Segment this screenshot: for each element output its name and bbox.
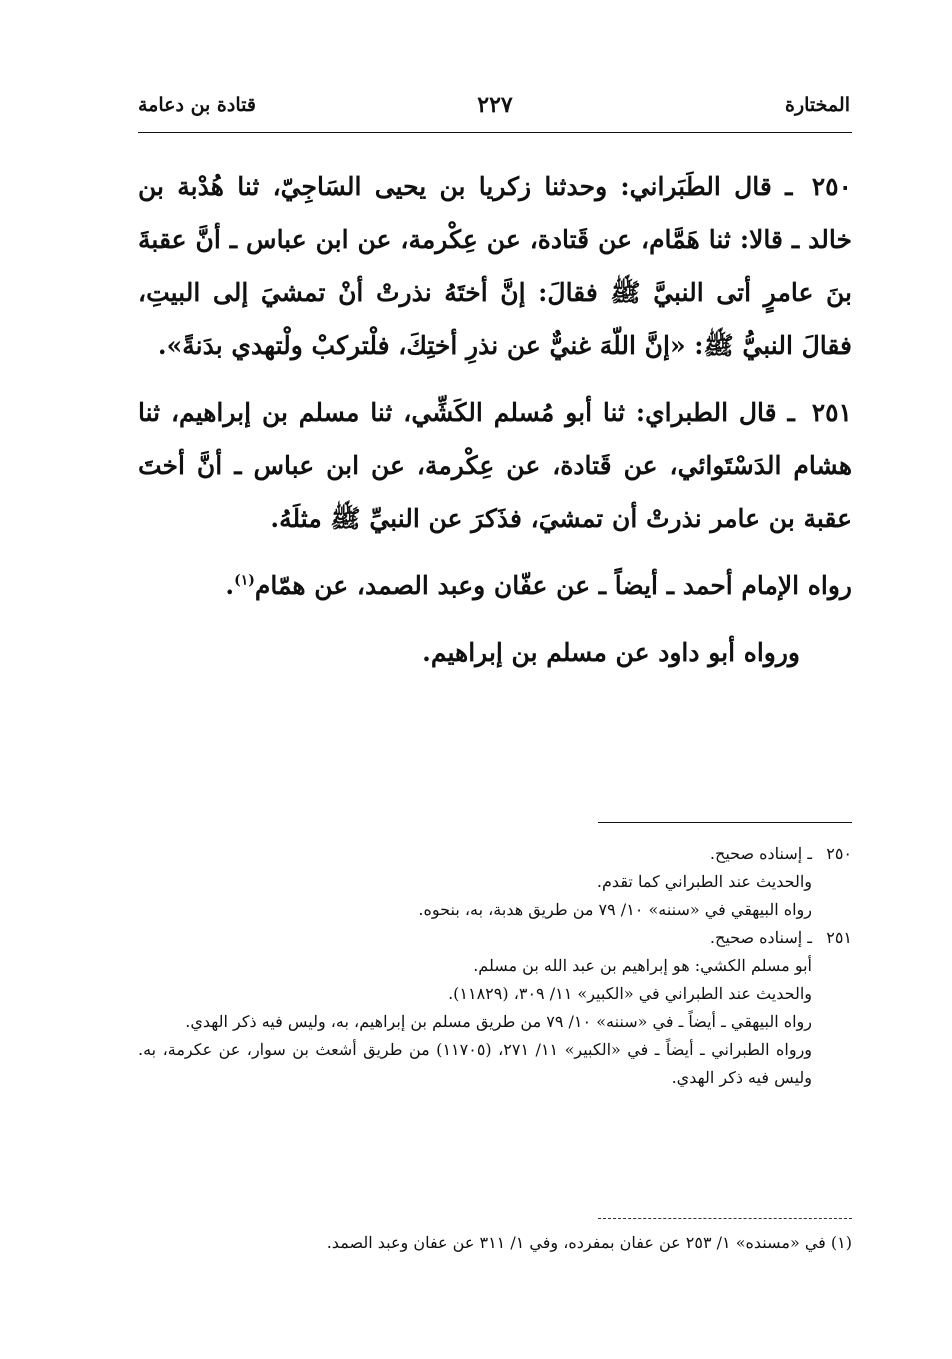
hadith-number: ٢٥٠ (811, 172, 852, 201)
note-250-line: والحديث عند الطبراني كما تقدم. (596, 872, 812, 891)
narration-end: . (225, 571, 235, 600)
note-250-line (138, 840, 852, 868)
footnote-rule (598, 1218, 852, 1219)
note-251-line: أبو مسلم الكشي: هو إبراهيم بن عبد الله بن مسلم. (473, 956, 812, 975)
hadith-251 (138, 386, 852, 545)
hadith-250 (138, 160, 852, 372)
note-251-line: ورواه الطبراني ـ أيضاً ـ في «الكبير» ١١/ ٢٧١، (١١٧٠٥) من طريق أشعث بن سوار، عن عكرمة، به. وليس فيه ذكر الهدي. (138, 1040, 813, 1087)
notes-rule (598, 822, 852, 823)
note-text: ـ إسناده صحيح. (709, 928, 812, 947)
note-251-line: والحديث عند الطبراني في «الكبير» ١١/ ٣٠٩، (١١٨٢٩). (448, 984, 812, 1003)
header-rule (138, 132, 852, 133)
note-number: ٢٥١ (826, 928, 852, 947)
note-251-line: رواه البيهقي ـ أيضاً ـ في «سننه» ١٠/ ٧٩ من طريق مسلم بن إبراهيم، به، وليس فيه ذكر الهدي. (185, 1012, 812, 1031)
narration-ahmad (138, 559, 852, 612)
hadith-number: ٢٥١ (811, 398, 852, 427)
footnote-ref[interactable]: (١) (234, 572, 255, 589)
narration-text: رواه الإمام أحمد ـ أيضاً ـ عن عفّان وعبد الصمد، عن همّام (254, 571, 852, 600)
narration-abudawud (138, 626, 852, 679)
hadith-text: ـ قال الطَبَراني: وحدثنا زكريا بن يحيى السَاجِيّ، ثنا هُدْبة بن خالد ـ قالا: ثنا هَمَّام، عن قَتادة، عن عِكْرمة، عن ابن عباس ـ أنَّ عقبةَ بنَ عامرٍ أتى النبيَّ ﷺ فقالَ: إنَّ أختَهُ نذرتْ أنْ تمشيَ إلى البيتِ، فقالَ النبيُّ ﷺ: «إنَّ اللّهَ غنيٌّ عن نذرِ أختِكَ، فلْتركبْ ولْتهدي بدَنةً». (138, 172, 852, 360)
takhrij-notes (138, 840, 852, 1092)
footnote-1: (١) في «مسنده» ١/ ٢٥٣ عن عفان بمفرده، وفي ١/ ٣١١ عن عفان وعبد الصمد. (326, 1233, 852, 1252)
running-header (138, 92, 852, 132)
note-number: ٢٥٠ (826, 844, 852, 863)
narration-text: ورواه أبو داود عن مسلم بن إبراهيم. (422, 638, 800, 667)
hadith-text: ـ قال الطبراي: ثنا أبو مُسلم الكَشِّي، ثنا مسلم بن إبراهيم، ثنا هشام الدَسْتَوائي، عن قَتادة، عن عِكْرمة، عن ابن عباس ـ أنَّ أختَ عقبة بن عامر نذرتْ أن تمشيَ، فذَكرَ عن النبيِّ ﷺ مثلَهُ. (138, 398, 852, 533)
book-title: المختارة (785, 94, 850, 116)
chapter-title: قتادة بن دعامة (138, 94, 256, 116)
note-251-line (138, 924, 852, 952)
note-text: ـ إسناده صحيح. (709, 844, 812, 863)
main-text (138, 160, 852, 679)
page-number: ٢٢٧ (477, 92, 513, 118)
note-250-line: رواه البيهقي في «سننه» ١٠/ ٧٩ من طريق هدبة، به، بنحوه. (418, 900, 812, 919)
